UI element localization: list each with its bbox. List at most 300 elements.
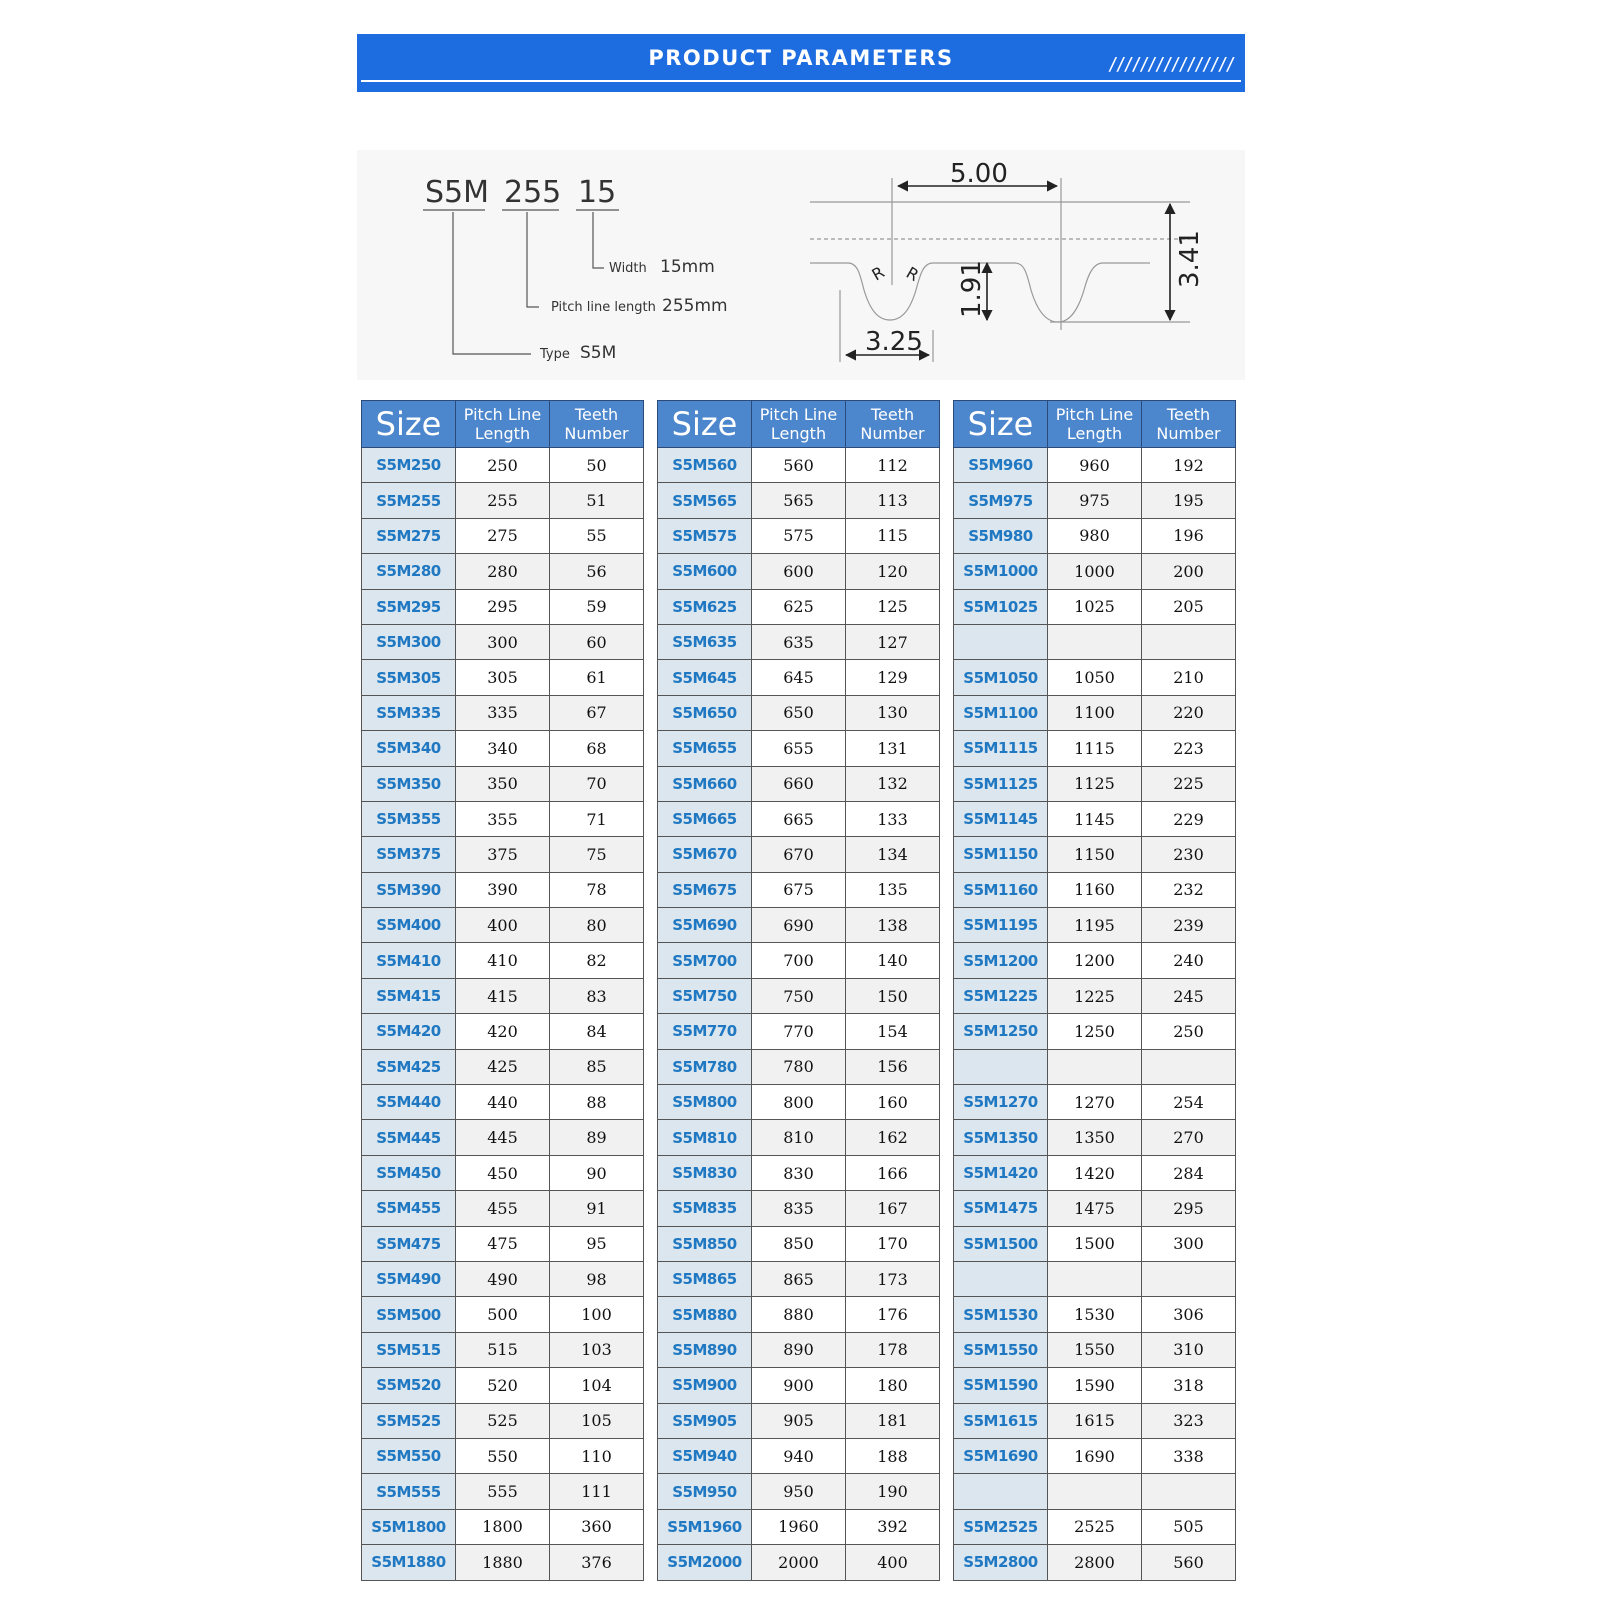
teeth-number-cell: 210	[1142, 660, 1236, 695]
size-cell: S5M1100	[954, 695, 1048, 730]
size-cell: S5M625	[658, 589, 752, 624]
pitch-line-length-cell: 890	[752, 1332, 846, 1367]
header-teeth-number: Teeth Number	[1142, 401, 1236, 448]
teeth-number-cell: 232	[1142, 872, 1236, 907]
table-row	[362, 589, 644, 624]
teeth-number-cell: 192	[1142, 448, 1236, 483]
table-row	[658, 766, 940, 801]
size-cell: S5M645	[658, 660, 752, 695]
pitch-line-length-cell: 635	[752, 624, 846, 659]
pitch-line-length-value: 255mm	[662, 296, 728, 316]
size-cell: S5M1350	[954, 1120, 1048, 1155]
size-cell: S5M850	[658, 1226, 752, 1261]
size-cell: S5M300	[362, 624, 456, 659]
pitch-line-length-cell: 1960	[752, 1509, 846, 1544]
size-cell: S5M550	[362, 1438, 456, 1473]
table-row	[362, 872, 644, 907]
pitch-line-length-cell: 250	[456, 448, 550, 483]
size-cell: S5M525	[362, 1403, 456, 1438]
teeth-number-cell: 181	[846, 1403, 940, 1438]
teeth-number-cell	[1142, 624, 1236, 659]
pitch-line-length-cell	[1048, 1049, 1142, 1084]
table-row	[954, 1368, 1236, 1403]
header-pitch-line-length: Pitch Line Length	[752, 401, 846, 448]
teeth-number-cell: 125	[846, 589, 940, 624]
pitch-line-length-label: Pitch line length	[551, 300, 656, 315]
teeth-number-cell: 133	[846, 801, 940, 836]
size-cell: S5M1250	[954, 1014, 1048, 1049]
table-row	[658, 1332, 940, 1367]
pitch-line-length-cell: 400	[456, 908, 550, 943]
teeth-number-cell: 323	[1142, 1403, 1236, 1438]
radius-label-left: R	[868, 262, 888, 285]
width-value: 15mm	[660, 257, 715, 277]
size-cell: S5M1880	[362, 1545, 456, 1580]
size-cell: S5M660	[658, 766, 752, 801]
teeth-number-cell: 61	[550, 660, 644, 695]
table-row	[954, 1438, 1236, 1473]
pitch-line-length-cell: 280	[456, 554, 550, 589]
teeth-number-cell: 51	[550, 483, 644, 518]
size-cell: S5M1200	[954, 943, 1048, 978]
table-row	[362, 731, 644, 766]
size-cell: S5M515	[362, 1332, 456, 1367]
teeth-number-cell: 82	[550, 943, 644, 978]
table-row	[658, 448, 940, 483]
pitch-line-length-cell: 1880	[456, 1545, 550, 1580]
size-cell: S5M410	[362, 943, 456, 978]
size-cell	[954, 1261, 1048, 1296]
size-cell: S5M335	[362, 695, 456, 730]
table-row	[362, 1261, 644, 1296]
pitch-line-length-cell: 1500	[1048, 1226, 1142, 1261]
table-row	[658, 483, 940, 518]
teeth-number-cell: 160	[846, 1085, 940, 1120]
table-row	[362, 1049, 644, 1084]
table-row	[658, 872, 940, 907]
teeth-number-cell: 300	[1142, 1226, 1236, 1261]
pitch-line-length-cell: 440	[456, 1085, 550, 1120]
type-code: S5M	[425, 175, 490, 210]
size-cell: S5M880	[658, 1297, 752, 1332]
teeth-number-cell: 254	[1142, 1085, 1236, 1120]
teeth-number-cell: 178	[846, 1332, 940, 1367]
size-cell: S5M1225	[954, 978, 1048, 1013]
pitch-line-length-cell: 300	[456, 624, 550, 659]
size-cell	[954, 1474, 1048, 1509]
size-cell: S5M1800	[362, 1509, 456, 1544]
teeth-number-cell: 310	[1142, 1332, 1236, 1367]
teeth-number-cell: 129	[846, 660, 940, 695]
table-row	[954, 1261, 1236, 1296]
pitch-line-length-cell: 830	[752, 1155, 846, 1190]
size-cell: S5M1115	[954, 731, 1048, 766]
table-row	[362, 1368, 644, 1403]
teeth-number-cell: 190	[846, 1474, 940, 1509]
teeth-number-cell: 130	[846, 695, 940, 730]
pitch-line-length-cell: 1530	[1048, 1297, 1142, 1332]
size-cell: S5M830	[658, 1155, 752, 1190]
pitch-line-length-cell: 1350	[1048, 1120, 1142, 1155]
size-table-1	[361, 400, 644, 1581]
table-row	[658, 518, 940, 553]
teeth-number-cell: 223	[1142, 731, 1236, 766]
header-pitch-line-length: Pitch Line Length	[1048, 401, 1142, 448]
size-cell: S5M355	[362, 801, 456, 836]
pitch-line-length-cell: 905	[752, 1403, 846, 1438]
pitch-line-length-cell: 1115	[1048, 731, 1142, 766]
pitch-line-length-cell: 490	[456, 1261, 550, 1296]
size-cell: S5M1000	[954, 554, 1048, 589]
pitch-line-length-cell: 800	[752, 1085, 846, 1120]
header-teeth-number: Teeth Number	[846, 401, 940, 448]
pitch-line-length-cell: 455	[456, 1191, 550, 1226]
size-cell: S5M750	[658, 978, 752, 1013]
size-cell: S5M455	[362, 1191, 456, 1226]
teeth-number-cell	[1142, 1474, 1236, 1509]
teeth-number-cell: 138	[846, 908, 940, 943]
pitch-line-length-cell: 1125	[1048, 766, 1142, 801]
pitch-line-length-cell: 835	[752, 1191, 846, 1226]
pitch-line-length-cell: 1475	[1048, 1191, 1142, 1226]
teeth-number-cell: 111	[550, 1474, 644, 1509]
table-row	[362, 518, 644, 553]
pitch-line-length-cell: 645	[752, 660, 846, 695]
header-size: Size	[658, 401, 752, 448]
pitch-line-length-cell: 1690	[1048, 1438, 1142, 1473]
table-row	[954, 660, 1236, 695]
pitch-line-length-cell: 275	[456, 518, 550, 553]
pitch-line-length-cell: 350	[456, 766, 550, 801]
pitch-line-length-cell: 1590	[1048, 1368, 1142, 1403]
width-label: Width	[609, 261, 647, 276]
banner-stripes: ////////////////	[1107, 54, 1233, 75]
size-cell: S5M1050	[954, 660, 1048, 695]
size-cell: S5M2525	[954, 1509, 1048, 1544]
size-table-3	[953, 400, 1236, 1581]
table-row	[954, 1545, 1236, 1580]
table-row	[362, 695, 644, 730]
teeth-number-cell: 71	[550, 801, 644, 836]
table-row	[954, 943, 1236, 978]
teeth-number-cell: 67	[550, 695, 644, 730]
header-teeth-number: Teeth Number	[550, 401, 644, 448]
table-row	[362, 624, 644, 659]
pitch-line-length-cell: 940	[752, 1438, 846, 1473]
belt-code-diagram	[357, 150, 797, 380]
table-row	[362, 1085, 644, 1120]
size-cell: S5M655	[658, 731, 752, 766]
table-row	[362, 554, 644, 589]
pitch-line-length-cell: 340	[456, 731, 550, 766]
table-row	[362, 766, 644, 801]
pitch-line-length-cell: 950	[752, 1474, 846, 1509]
size-cell: S5M425	[362, 1049, 456, 1084]
pitch-line-length-cell: 1200	[1048, 943, 1142, 978]
table-row	[658, 1297, 940, 1332]
size-cell: S5M780	[658, 1049, 752, 1084]
pitch-line-length-cell: 1160	[1048, 872, 1142, 907]
pitch-line-length-cell: 575	[752, 518, 846, 553]
pitch-line-length-cell: 550	[456, 1438, 550, 1473]
pitch-line-length-cell: 515	[456, 1332, 550, 1367]
table-row	[658, 978, 940, 1013]
size-cell: S5M400	[362, 908, 456, 943]
teeth-number-cell: 220	[1142, 695, 1236, 730]
table-row	[954, 1509, 1236, 1544]
pitch-line-length-cell: 690	[752, 908, 846, 943]
pitch-line-length-cell: 390	[456, 872, 550, 907]
table-row	[658, 731, 940, 766]
table-row	[954, 483, 1236, 518]
radius-label-right: R	[903, 263, 923, 286]
pitch-line-length-cell: 1000	[1048, 554, 1142, 589]
size-cell: S5M555	[362, 1474, 456, 1509]
teeth-number-cell: 110	[550, 1438, 644, 1473]
pitch-line-length-cell: 850	[752, 1226, 846, 1261]
pitch-line-length-cell: 780	[752, 1049, 846, 1084]
teeth-number-cell: 50	[550, 448, 644, 483]
size-cell	[954, 1049, 1048, 1084]
teeth-number-cell: 170	[846, 1226, 940, 1261]
pitch-line-length-cell: 975	[1048, 483, 1142, 518]
header-pitch-line-length: Pitch Line Length	[456, 401, 550, 448]
teeth-number-cell: 134	[846, 837, 940, 872]
pitch-line-length-cell: 1225	[1048, 978, 1142, 1013]
size-cell: S5M1615	[954, 1403, 1048, 1438]
size-cell: S5M890	[658, 1332, 752, 1367]
table-row	[362, 1332, 644, 1367]
teeth-number-cell: 98	[550, 1261, 644, 1296]
size-cell: S5M950	[658, 1474, 752, 1509]
size-cell: S5M1420	[954, 1155, 1048, 1190]
pitch-line-length-cell: 415	[456, 978, 550, 1013]
size-table-2	[657, 400, 940, 1581]
size-cell: S5M350	[362, 766, 456, 801]
pitch-line-length-cell: 980	[1048, 518, 1142, 553]
table-row	[954, 1049, 1236, 1084]
size-cell: S5M960	[954, 448, 1048, 483]
teeth-number-cell: 180	[846, 1368, 940, 1403]
teeth-number-cell: 225	[1142, 766, 1236, 801]
total-height-dimension: 3.41	[1175, 230, 1205, 288]
pitch-line-length-cell: 410	[456, 943, 550, 978]
pitch-line-length-cell: 355	[456, 801, 550, 836]
size-cell: S5M1145	[954, 801, 1048, 836]
teeth-number-cell: 131	[846, 731, 940, 766]
teeth-number-cell: 103	[550, 1332, 644, 1367]
pitch-line-length-cell: 625	[752, 589, 846, 624]
teeth-number-cell: 360	[550, 1509, 644, 1544]
size-cell: S5M445	[362, 1120, 456, 1155]
table-row	[362, 1403, 644, 1438]
size-cell: S5M1270	[954, 1085, 1048, 1120]
size-cell: S5M255	[362, 483, 456, 518]
size-cell: S5M500	[362, 1297, 456, 1332]
table-row	[954, 518, 1236, 553]
teeth-number-cell: 240	[1142, 943, 1236, 978]
size-cell: S5M665	[658, 801, 752, 836]
table-row	[658, 1085, 940, 1120]
teeth-number-cell: 167	[846, 1191, 940, 1226]
table-row	[658, 1368, 940, 1403]
table-row	[362, 1014, 644, 1049]
table-row	[362, 943, 644, 978]
tooth-height-dimension: 1.91	[957, 260, 987, 318]
table-row	[362, 908, 644, 943]
pitch-line-length-cell: 1100	[1048, 695, 1142, 730]
size-cell: S5M690	[658, 908, 752, 943]
teeth-number-cell: 156	[846, 1049, 940, 1084]
size-cell: S5M600	[658, 554, 752, 589]
teeth-number-cell: 505	[1142, 1509, 1236, 1544]
table-row	[362, 448, 644, 483]
size-cell: S5M520	[362, 1368, 456, 1403]
size-cell: S5M940	[658, 1438, 752, 1473]
size-cell: S5M1125	[954, 766, 1048, 801]
pitch-line-length-cell: 520	[456, 1368, 550, 1403]
table-row	[658, 1120, 940, 1155]
table-row	[954, 554, 1236, 589]
size-cell: S5M800	[658, 1085, 752, 1120]
size-cell: S5M280	[362, 554, 456, 589]
teeth-number-cell: 150	[846, 978, 940, 1013]
pitch-line-length-cell: 450	[456, 1155, 550, 1190]
table-row	[362, 1474, 644, 1509]
size-cell: S5M770	[658, 1014, 752, 1049]
teeth-number-cell: 68	[550, 731, 644, 766]
teeth-number-cell: 113	[846, 483, 940, 518]
table-row	[362, 1191, 644, 1226]
pitch-line-length-cell	[1048, 624, 1142, 659]
pitch-line-length-cell: 2800	[1048, 1545, 1142, 1580]
banner-title: PRODUCT PARAMETERS	[648, 46, 954, 70]
size-cell: S5M1690	[954, 1438, 1048, 1473]
pitch-line-length-cell: 810	[752, 1120, 846, 1155]
pitch-line-length-cell: 700	[752, 943, 846, 978]
header-size: Size	[362, 401, 456, 448]
table-row	[362, 1509, 644, 1544]
size-cell: S5M975	[954, 483, 1048, 518]
table-row	[658, 1261, 940, 1296]
size-cell: S5M675	[658, 872, 752, 907]
table-row	[954, 872, 1236, 907]
teeth-number-cell: 166	[846, 1155, 940, 1190]
teeth-number-cell: 91	[550, 1191, 644, 1226]
size-cell: S5M650	[658, 695, 752, 730]
teeth-number-cell: 376	[550, 1545, 644, 1580]
pitch-line-length-cell: 1195	[1048, 908, 1142, 943]
teeth-number-cell: 120	[846, 554, 940, 589]
size-cell: S5M980	[954, 518, 1048, 553]
length-code: 255	[504, 175, 562, 210]
table-row	[954, 1191, 1236, 1226]
teeth-number-cell	[1142, 1261, 1236, 1296]
table-row	[954, 731, 1236, 766]
teeth-number-cell: 112	[846, 448, 940, 483]
size-cell: S5M700	[658, 943, 752, 978]
teeth-number-cell: 195	[1142, 483, 1236, 518]
table-row	[658, 1509, 940, 1544]
teeth-number-cell: 55	[550, 518, 644, 553]
pitch-line-length-cell: 420	[456, 1014, 550, 1049]
pitch-line-length-cell: 1145	[1048, 801, 1142, 836]
pitch-line-length-cell: 900	[752, 1368, 846, 1403]
table-row	[954, 1332, 1236, 1367]
size-cell: S5M905	[658, 1403, 752, 1438]
teeth-number-cell: 306	[1142, 1297, 1236, 1332]
table-row	[658, 554, 940, 589]
pitch-line-length-cell: 865	[752, 1261, 846, 1296]
pitch-line-length-cell: 880	[752, 1297, 846, 1332]
teeth-number-cell: 196	[1142, 518, 1236, 553]
teeth-number-cell: 392	[846, 1509, 940, 1544]
pitch-line-length-cell: 565	[752, 483, 846, 518]
teeth-number-cell: 162	[846, 1120, 940, 1155]
pitch-line-length-cell: 1050	[1048, 660, 1142, 695]
teeth-number-cell: 80	[550, 908, 644, 943]
teeth-number-cell: 104	[550, 1368, 644, 1403]
size-cell: S5M635	[658, 624, 752, 659]
table-row	[954, 1474, 1236, 1509]
pitch-line-length-cell: 1615	[1048, 1403, 1142, 1438]
teeth-number-cell	[1142, 1049, 1236, 1084]
table-row	[362, 1226, 644, 1261]
teeth-number-cell: 95	[550, 1226, 644, 1261]
size-cell: S5M420	[362, 1014, 456, 1049]
table-row	[954, 908, 1236, 943]
size-cell: S5M490	[362, 1261, 456, 1296]
table-row	[658, 801, 940, 836]
teeth-number-cell: 132	[846, 766, 940, 801]
pitch-line-length-cell: 1250	[1048, 1014, 1142, 1049]
teeth-number-cell: 84	[550, 1014, 644, 1049]
table-row	[658, 695, 940, 730]
table-row	[954, 589, 1236, 624]
pitch-line-length-cell: 1270	[1048, 1085, 1142, 1120]
table-row	[658, 1403, 940, 1438]
teeth-number-cell: 295	[1142, 1191, 1236, 1226]
pitch-line-length-cell: 670	[752, 837, 846, 872]
pitch-line-length-cell: 1420	[1048, 1155, 1142, 1190]
teeth-number-cell: 140	[846, 943, 940, 978]
teeth-number-cell: 270	[1142, 1120, 1236, 1155]
size-cell: S5M670	[658, 837, 752, 872]
teeth-number-cell: 88	[550, 1085, 644, 1120]
size-cell: S5M810	[658, 1120, 752, 1155]
pitch-line-length-cell: 1550	[1048, 1332, 1142, 1367]
table-row	[362, 1297, 644, 1332]
pitch-line-length-cell: 770	[752, 1014, 846, 1049]
table-row	[362, 660, 644, 695]
table-row	[362, 978, 644, 1013]
table-row	[658, 660, 940, 695]
teeth-number-cell: 90	[550, 1155, 644, 1190]
pitch-line-length-cell: 2525	[1048, 1509, 1142, 1544]
size-cell: S5M295	[362, 589, 456, 624]
teeth-number-cell: 70	[550, 766, 644, 801]
pitch-line-length-cell: 660	[752, 766, 846, 801]
type-value: S5M	[580, 343, 617, 363]
table-row	[954, 448, 1236, 483]
code-leader-lines	[423, 210, 619, 354]
teeth-number-cell: 245	[1142, 978, 1236, 1013]
size-cell: S5M900	[658, 1368, 752, 1403]
pitch-line-length-cell: 1800	[456, 1509, 550, 1544]
size-cell: S5M305	[362, 660, 456, 695]
width-code: 15	[578, 175, 617, 210]
table-row	[954, 1085, 1236, 1120]
